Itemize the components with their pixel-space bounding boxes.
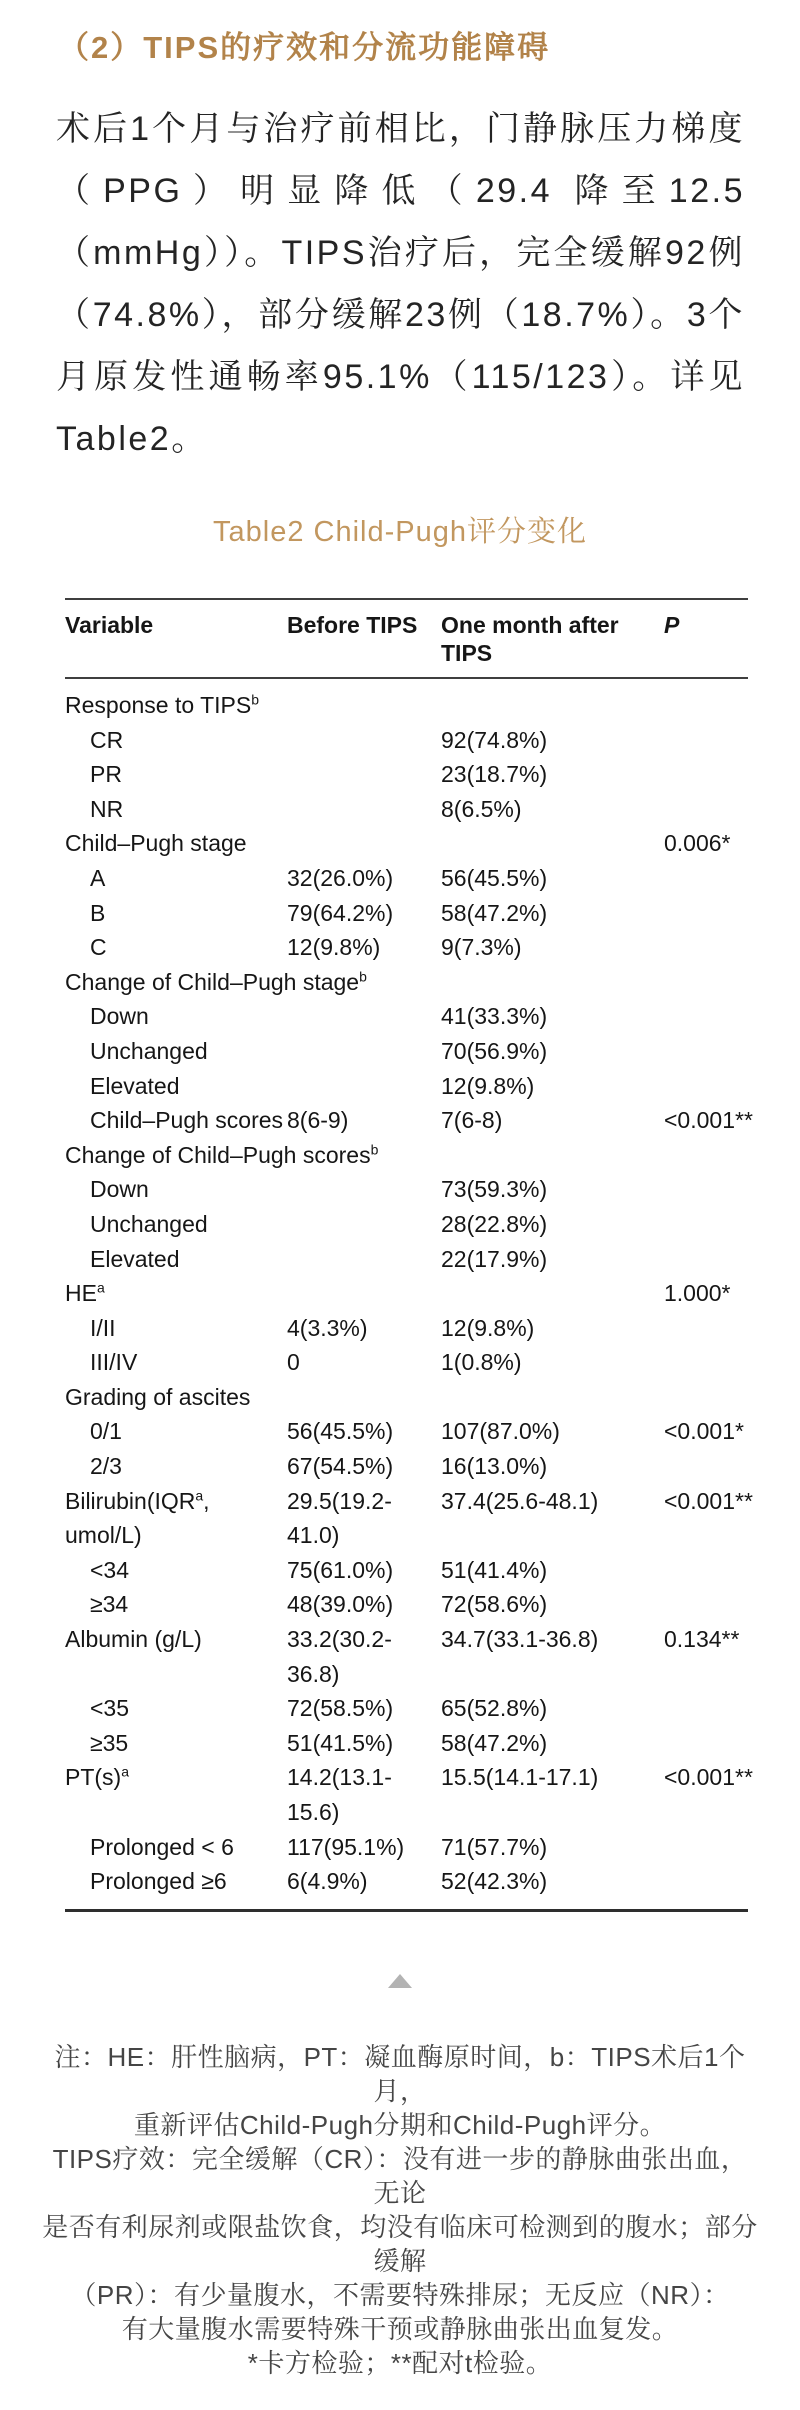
table-row [65,1172,748,1207]
table-row [65,723,748,758]
collapse-triangle-icon [388,1974,412,1988]
cell-one-month-after-tips: 72(58.6%) [441,1591,548,1618]
cell-p-value [664,688,748,723]
cell-one-month-after-tips: 22(17.9%) [441,1245,548,1272]
cell-p-value [664,1726,748,1761]
cell-variable: Elevated [90,1072,180,1099]
table-row [65,1587,748,1622]
cell-one-month-after-tips [441,1138,664,1173]
cell-before-tips [287,965,441,1000]
cell-one-month-after-tips: 51(41.4%) [441,1556,548,1583]
cell-before-tips [287,1034,441,1069]
cell-p-value [664,757,748,792]
cell-p-value [664,999,748,1034]
cell-variable: III/IV [90,1349,138,1376]
cell-one-month-after-tips: 37.4(25.6-48.1) [441,1487,599,1514]
note-line: 是否有利尿剂或限盐饮食，均没有临床可检测到的腹水；部分缓解 [42,2211,758,2276]
table-header [65,598,748,679]
cell-p-value [664,1069,748,1104]
cell-one-month-after-tips: 58(47.2%) [441,1729,548,1756]
collapse-triangle-row [0,1974,800,1988]
cell-before-tips: 79(64.2%) [287,899,394,926]
cell-before-tips: 0 [287,1349,300,1376]
cell-one-month-after-tips: 65(52.8%) [441,1695,548,1722]
cell-p-value: 0.134** [664,1626,740,1653]
cell-p-value [664,792,748,827]
child-pugh-table [65,598,753,1912]
cell-p-value [664,1311,748,1346]
cell-variable: Albumin (g/L) [65,1626,202,1653]
cell-before-tips: 48(39.0%) [287,1591,394,1618]
cell-one-month-after-tips: 34.7(33.1-36.8) [441,1626,599,1653]
cell-p-value [664,1242,748,1277]
cell-p-value [664,1034,748,1069]
cell-p-value [664,1553,748,1588]
cell-one-month-after-tips: 70(56.9%) [441,1037,548,1064]
cell-variable: Down [90,1176,149,1203]
table-row [65,1103,753,1138]
cell-variable: ≥35 [90,1729,129,1756]
cell-p-value [664,965,748,1000]
cell-before-tips [287,688,441,723]
cell-variable: Prolonged ≥6 [90,1868,227,1895]
col-header-p-value: P [664,612,680,638]
table-row [65,1414,748,1449]
cell-p-value [664,930,748,965]
cell-one-month-after-tips: 7(6-8) [441,1107,503,1134]
cell-variable: Child–Pugh stage [65,830,247,857]
cell-p-value: 0.006* [664,830,731,857]
cell-one-month-after-tips: 23(18.7%) [441,761,548,788]
note-line: 注：HE：肝性脑病，PT：凝血酶原时间，b：TIPS术后1个月， [54,2041,746,2106]
cell-p-value [664,1172,748,1207]
table-row [65,1449,748,1484]
cell-one-month-after-tips: 52(42.3%) [441,1868,548,1895]
cell-variable: Elevated [90,1245,180,1272]
cell-variable: B [90,899,106,926]
table-row [65,1034,748,1069]
cell-p-value [664,1345,748,1380]
table-body [65,679,753,1912]
cell-before-tips: 12(9.8%) [287,934,381,961]
cell-before-tips: 67(54.5%) [287,1453,394,1480]
cell-variable: Unchanged [90,1210,208,1237]
cell-before-tips [287,1276,441,1311]
cell-before-tips [287,723,441,758]
table-row [65,826,748,861]
cell-variable: A [90,864,106,891]
cell-p-value: 1.000* [664,1280,731,1307]
cell-one-month-after-tips: 12(9.8%) [441,1314,535,1341]
table-row [65,1553,748,1588]
cell-one-month-after-tips: 12(9.8%) [441,1072,535,1099]
note-line: TIPS疗效：完全缓解（CR）：没有进一步的静脉曲张出血，无论 [52,2143,748,2208]
cell-one-month-after-tips: 56(45.5%) [441,864,548,891]
cell-p-value [664,1138,748,1173]
cell-p-value [664,1691,748,1726]
note-line: 重新评估Child-Pugh分期和Child-Pugh评分。 [133,2109,667,2140]
table-row [65,1207,748,1242]
cell-variable: I/II [90,1314,116,1341]
cell-one-month-after-tips: 71(57.7%) [441,1833,548,1860]
cell-variable: Prolonged < 6 [90,1833,234,1860]
cell-one-month-after-tips: 58(47.2%) [441,899,548,926]
body-paragraph: 术后1个月与治疗前相比，门静脉压力梯度（PPG）明显降低（29.4 降至12.5 （mmHg））。TIPS治疗后，完全缓解92例（74.8%），部分缓解23例（18.7%）。3个月原发性通畅率95.1%（115/123）。详见Table2。 [56,110,745,458]
cell-one-month-after-tips: 1(0.8%) [441,1349,522,1376]
table-row [65,930,748,965]
cell-variable: Down [90,1003,149,1030]
cell-before-tips: 75(61.0%) [287,1556,394,1583]
cell-before-tips: 4(3.3%) [287,1314,368,1341]
cell-variable: Response to TIPS$^b$ [65,691,260,718]
col-header-variable: Variable [65,612,154,638]
table-row [65,1622,748,1691]
cell-variable: 2/3 [90,1453,122,1480]
cell-before-tips: 8(6-9) [287,1107,349,1134]
table-row [65,1311,748,1346]
table-row [65,1069,748,1104]
cell-before-tips [287,1242,441,1277]
cell-before-tips [287,1380,441,1415]
table-row [65,999,748,1034]
cell-before-tips [287,1069,441,1104]
cell-before-tips: 14.2(13.1-15.6) [287,1764,392,1825]
cell-before-tips [287,792,441,827]
cell-before-tips [287,999,441,1034]
cell-variable: ≥34 [90,1591,129,1618]
cell-variable: Change of Child–Pugh scores$^b$ [65,1141,379,1168]
cell-variable: 0/1 [90,1418,122,1445]
col-header-before-tips: Before TIPS [287,612,418,638]
note-line: 有大量腹水需要特殊干预或静脉曲张出血复发。 [121,2313,679,2344]
cell-p-value [664,1380,748,1415]
section-heading: （2）TIPS的疗效和分流功能障碍 [58,30,551,65]
col-header-one-month-after-tips: One month after TIPS [441,612,619,666]
table-row [65,1760,753,1829]
table-row [65,1864,748,1899]
cell-p-value: <0.001** [664,1107,753,1134]
table-row [65,1380,748,1415]
cell-p-value: <0.001** [664,1487,753,1514]
cell-p-value: <0.001* [664,1418,744,1445]
cell-before-tips: 51(41.5%) [287,1729,394,1756]
cell-before-tips [287,826,441,861]
cell-variable: $HE^a$ [65,1279,105,1307]
cell-one-month-after-tips [441,688,664,723]
cell-one-month-after-tips: 9(7.3%) [441,934,522,961]
cell-p-value [664,723,748,758]
cell-one-month-after-tips: 41(33.3%) [441,1003,548,1030]
note-line: *卡方检验；**配对t检验。 [247,2347,553,2378]
cell-variable: <35 [90,1695,130,1722]
cell-one-month-after-tips: 107(87.0%) [441,1418,560,1445]
cell-before-tips [287,1138,441,1173]
cell-variable: PR [90,761,122,788]
cell-one-month-after-tips [441,826,664,861]
table-title: Table2 Child-Pugh评分变化 [213,516,587,548]
cell-p-value: <0.001** [664,1764,753,1791]
cell-one-month-after-tips: 92(74.8%) [441,726,548,753]
cell-one-month-after-tips: 8(6.5%) [441,795,522,822]
cell-variable: Bilirubin(IQR$^a$, umol/L) [65,1487,210,1549]
cell-before-tips: 56(45.5%) [287,1418,394,1445]
table-row [65,861,748,896]
table-row [65,1276,748,1311]
cell-before-tips: 6(4.9%) [287,1868,368,1895]
cell-p-value [664,1864,748,1899]
cell-before-tips: 29.5(19.2-41.0) [287,1487,392,1549]
cell-before-tips [287,1172,441,1207]
cell-p-value [664,1449,748,1484]
cell-one-month-after-tips: 16(13.0%) [441,1453,548,1480]
table-row [65,792,748,827]
cell-before-tips [287,1207,441,1242]
cell-one-month-after-tips [441,1276,664,1311]
cell-variable: Change of Child–Pugh stage$^b$ [65,968,367,995]
cell-p-value [664,1207,748,1242]
table-row [65,1345,748,1380]
cell-before-tips: 32(26.0%) [287,864,394,891]
cell-before-tips [287,757,441,792]
table-row [65,1830,748,1865]
cell-one-month-after-tips [441,1380,664,1415]
cell-before-tips: 33.2(30.2-36.8) [287,1626,392,1687]
cell-one-month-after-tips: 28(22.8%) [441,1210,548,1237]
table-row [65,1138,748,1173]
table-notes [0,2040,800,2410]
table-row [65,896,748,931]
cell-before-tips: 72(58.5%) [287,1695,394,1722]
table-row [65,757,748,792]
cell-variable: Grading of ascites [65,1383,251,1410]
cell-p-value [664,1830,748,1865]
cell-p-value [664,861,748,896]
cell-one-month-after-tips: 73(59.3%) [441,1176,548,1203]
table-row [65,1242,748,1277]
cell-variable: <34 [90,1556,130,1583]
cell-variable: CR [90,726,124,753]
note-line: （PR）：有少量腹水，不需要特殊排尿；无反应（NR）： [70,2279,730,2310]
cell-one-month-after-tips: 15.5(14.1-17.1) [441,1764,599,1791]
cell-before-tips: 117(95.1%) [287,1833,405,1860]
table-row [65,688,748,723]
table-row [65,1726,748,1761]
cell-p-value [664,896,748,931]
cell-variable: Unchanged [90,1037,208,1064]
cell-variable: C [90,934,107,961]
table-row [65,1484,753,1553]
table-row [65,1691,748,1726]
cell-one-month-after-tips [441,965,664,1000]
cell-p-value [664,1587,748,1622]
cell-variable: Child–Pugh scores [90,1107,284,1134]
table-row [65,965,748,1000]
cell-variable: NR [90,795,124,822]
cell-variable: $PT(s)^a$ [65,1763,130,1791]
